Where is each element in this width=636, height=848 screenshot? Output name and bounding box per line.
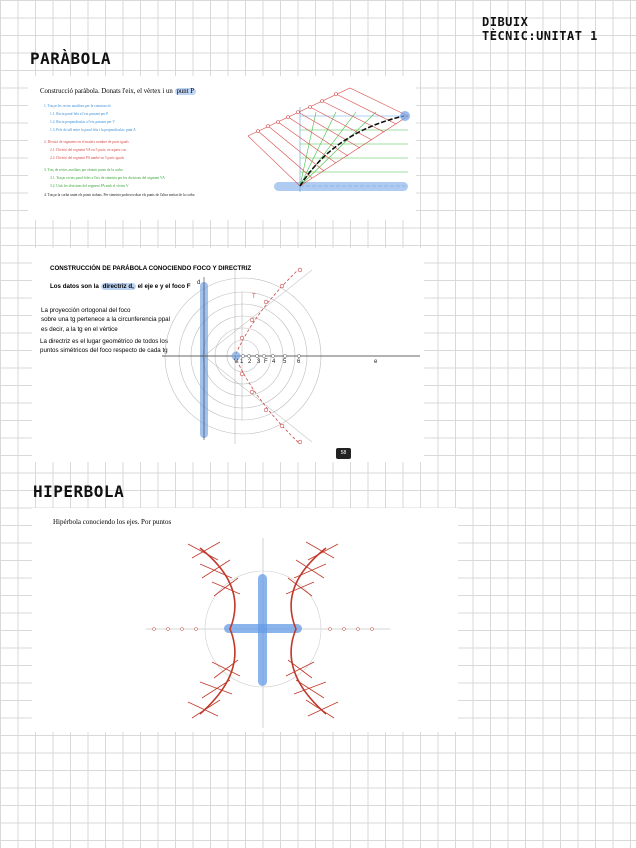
tick-5: 5 <box>283 359 287 365</box>
red-construction <box>248 88 408 186</box>
step-2-2: 2.2. Divisió del segment PA també en 5 parts iguals <box>50 156 125 160</box>
step-4: 4. Traçar la corba unint els punts trobats. Per simetria podreu trobar els punts de l'altra meitat de la corba <box>44 193 195 197</box>
step-1-2: 1.2. Recta perpendicular a l'eix passant per V <box>50 120 115 124</box>
parabola-curve <box>300 116 404 186</box>
section-heading-hiperbola: HIPERBOLA <box>33 482 125 501</box>
note1-line1: La proyección ortogonal del foco <box>41 307 131 314</box>
label-e: e <box>374 359 378 365</box>
data-line-before: Los datos son la <box>50 283 99 290</box>
card-title-text: Construcció paràbola. Donats l'eix, el vèrtex i un <box>40 88 173 95</box>
horizontal-axis-highlight <box>224 624 302 633</box>
step-1-3: 1.3. Pels de tall entre la paral·lela i la perpendicular: punt A <box>50 128 136 132</box>
focus-directrix-card <box>32 248 424 462</box>
parabola-diagram <box>244 82 414 204</box>
parabola-construction-card <box>28 76 416 220</box>
tick-1: 1 <box>240 359 244 365</box>
tick-2: 2 <box>248 359 252 365</box>
red-division-marks <box>257 93 338 133</box>
axis-highlight <box>274 182 408 191</box>
step-3: 3. Traç de rectes auxiliars per obtenir punts de la corba <box>44 168 123 172</box>
step-1-1: 1.1. Recta paral·lela a l'eix passant per P <box>50 112 109 116</box>
hyperbola-diagram <box>140 536 400 730</box>
note2-line2: puntos simétricos del foco respecto de cada tg <box>40 347 168 355</box>
point-p-highlight <box>400 111 410 121</box>
step-1: 1. Traçar les rectes auxiliars per la construcció <box>44 104 111 108</box>
note-orthogonal-projection <box>41 306 170 334</box>
label-v: V <box>234 359 239 365</box>
note1-line2: sobre una tg pertenece a la circunferencia ppal <box>41 316 170 324</box>
note1-line3: es decir, a la tg en el vértice <box>41 325 118 333</box>
label-d: d <box>197 280 201 286</box>
note-directrix <box>40 337 168 356</box>
note2-line1: La directriz es el lugar geométrico de todos los <box>40 338 168 345</box>
step-3-2: 3.2. Unir les divisions del segment PA amb el vèrtex V <box>50 184 129 188</box>
tick-f: F <box>264 359 268 365</box>
card3-title: Hipérbola conociendo los ejes. Por puntos <box>53 518 172 526</box>
green-rays <box>300 112 376 186</box>
hyperbola-card <box>32 508 458 732</box>
step-3-1: 3.1. Traçar rectes paral·leles a l'eix de simetria per les divisions del segment VA <box>50 176 165 180</box>
step-2: 2. Divisió de segments en el mateix nombre de parts iguals <box>44 140 129 144</box>
card2-title: CONSTRUCCIÓN DE PARÁBOLA CONOCIENDO FOCO Y DIRECTRIZ <box>50 265 252 272</box>
section-heading-parabola: PARÀBOLA <box>30 49 112 68</box>
card-title <box>40 88 196 95</box>
page-number-badge: 58 <box>336 448 351 459</box>
card-title-highlight: punt P <box>176 88 195 95</box>
tick-4: 4 <box>272 359 276 365</box>
step-2-1: 2.1. Divisió del segment VA en 5 parts, en aquest cas <box>50 148 127 152</box>
tick-3: 3 <box>257 359 261 365</box>
tick-6: 6 <box>297 359 301 365</box>
focus-directrix-diagram <box>162 262 424 448</box>
data-line-highlight: directriz d, <box>102 283 134 290</box>
label-t: T <box>252 294 256 300</box>
data-line-after: el eje e y el foco F <box>137 283 191 290</box>
course-title: DIBUIX TÈCNIC:UNITAT 1 <box>482 15 598 43</box>
